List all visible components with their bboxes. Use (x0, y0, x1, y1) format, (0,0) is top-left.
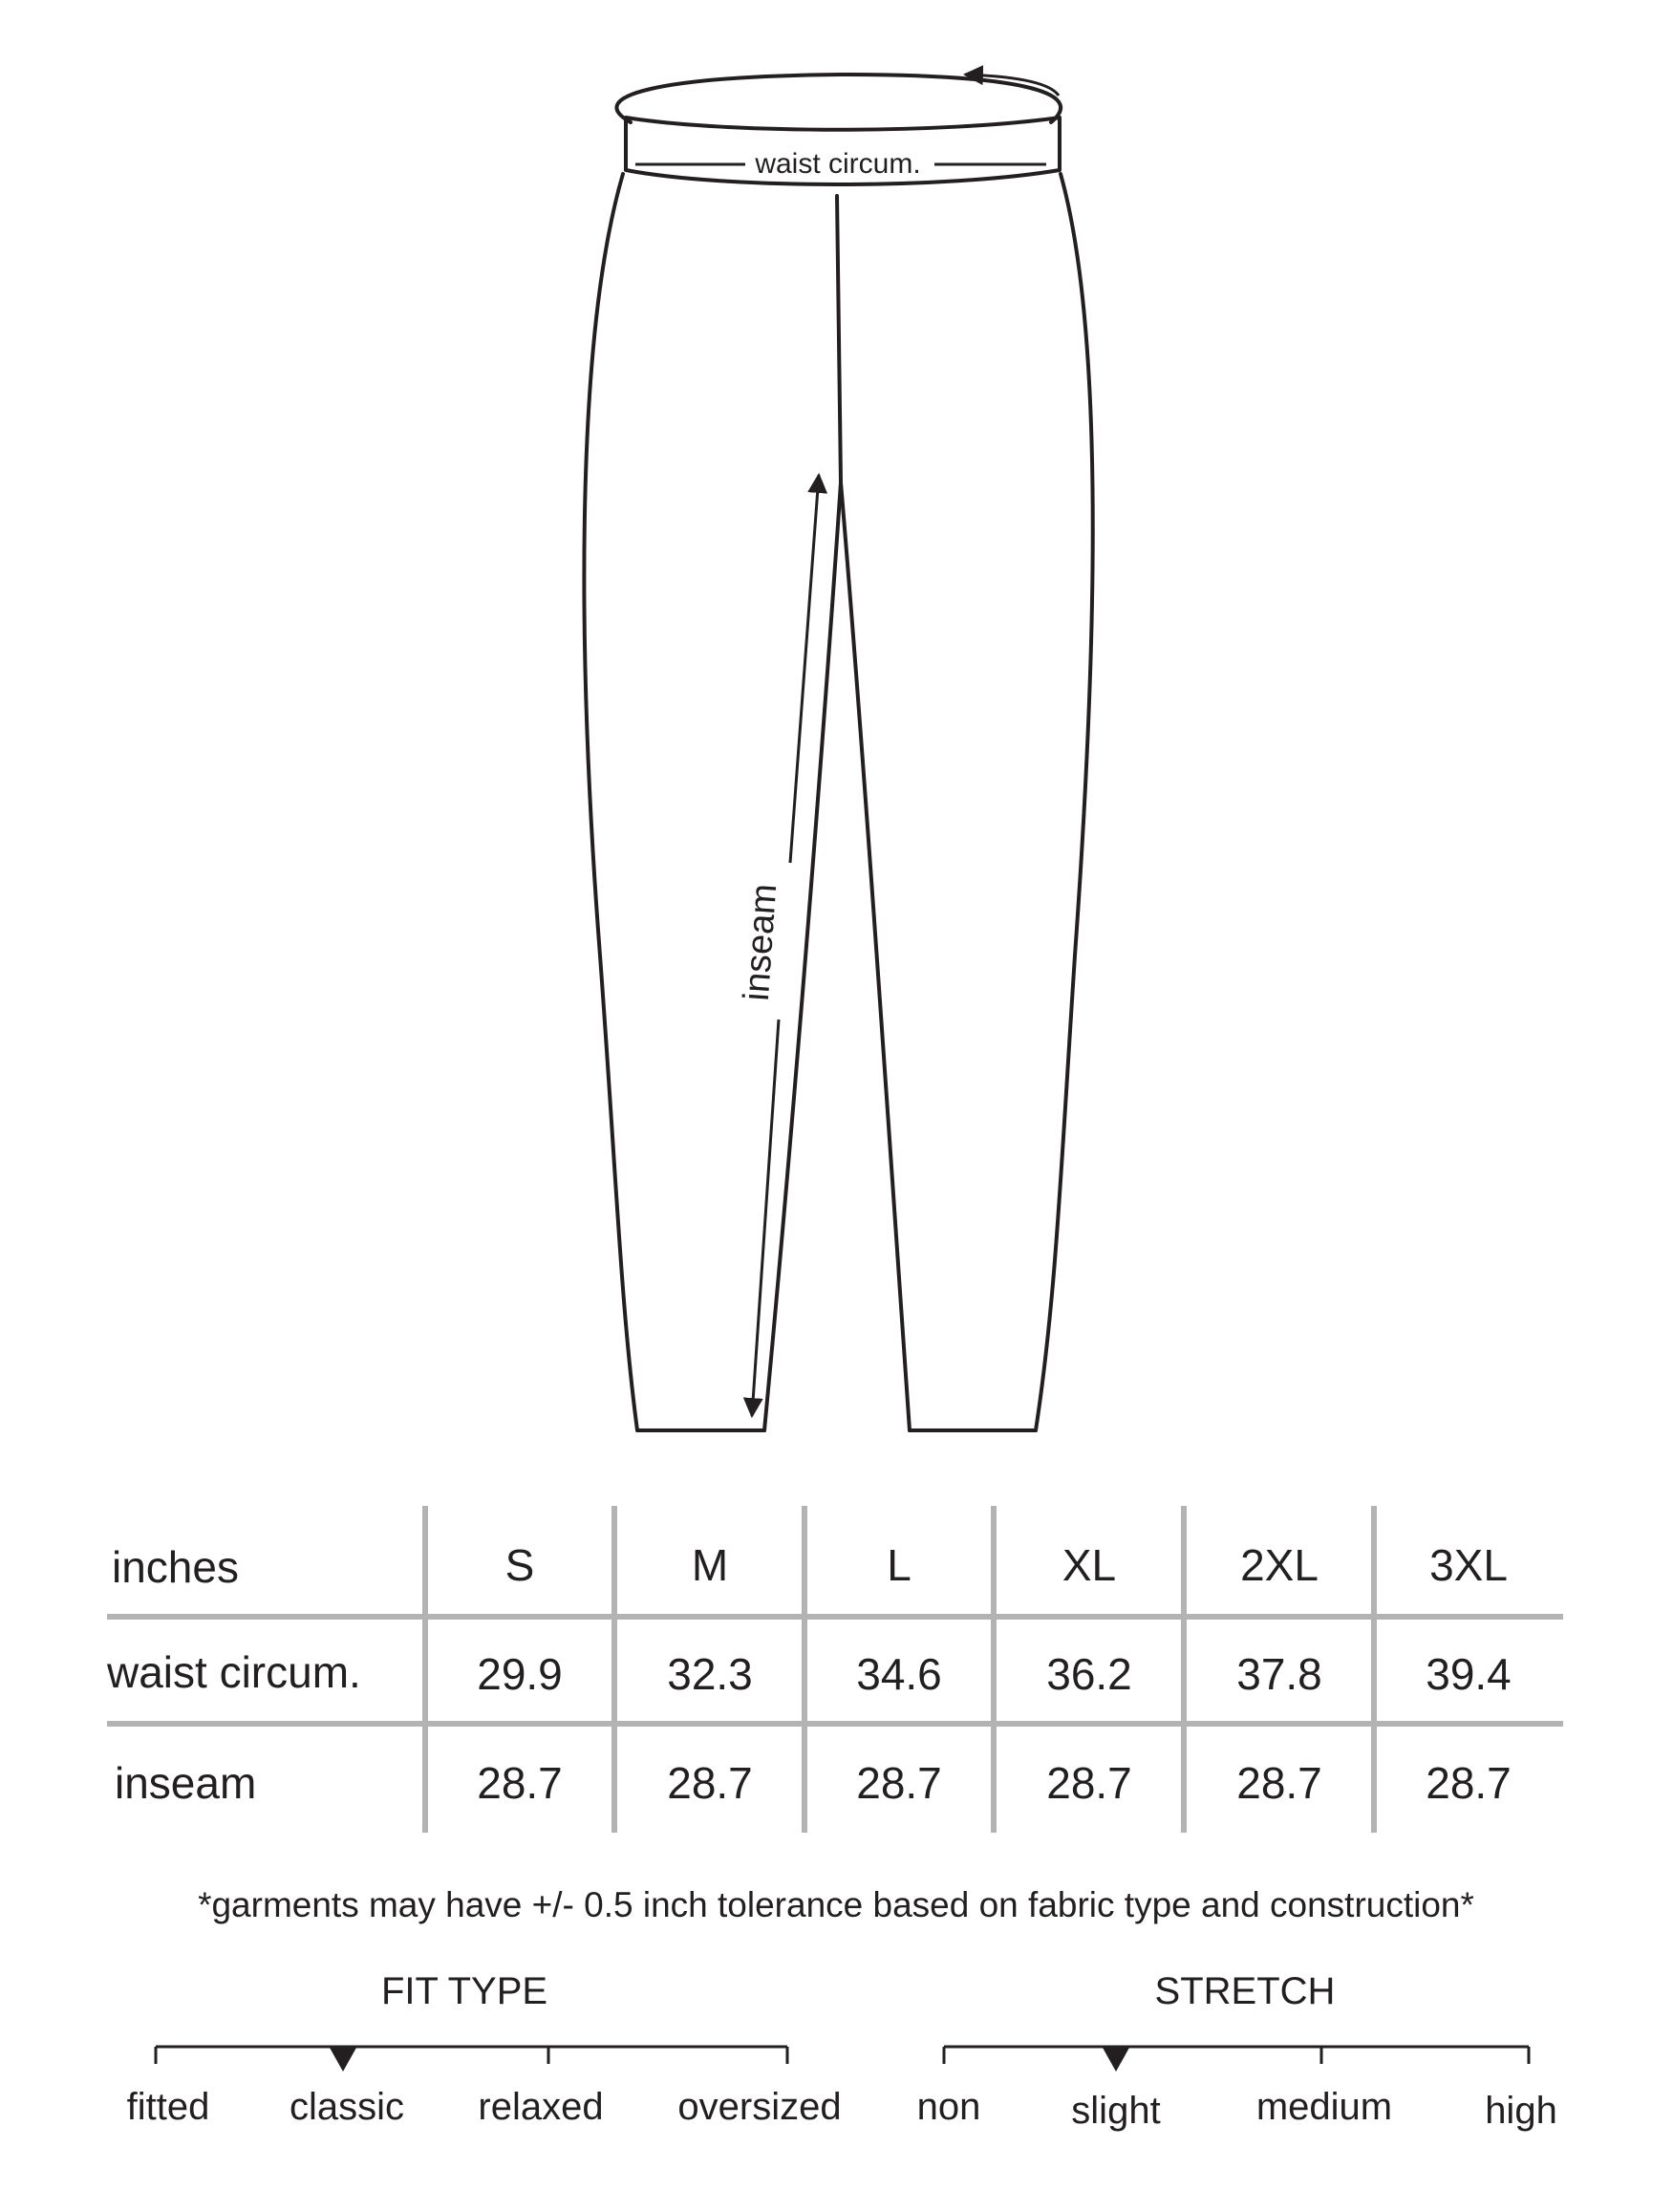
table-cell: 36.2 (1046, 1649, 1132, 1699)
table-cell: 39.4 (1426, 1649, 1512, 1699)
row-label-inseam: inseam (115, 1758, 257, 1808)
inseam-arrow-lower (752, 1020, 779, 1416)
table-cell: 32.3 (667, 1649, 753, 1699)
inseam-arrow-upper (790, 475, 819, 863)
pants-illustration (584, 75, 1092, 1430)
size-header-3xl: 3XL (1429, 1540, 1508, 1590)
stretch-title: STRETCH (1154, 1970, 1336, 2012)
waist-opening (616, 75, 1061, 122)
table-cell: 28.7 (667, 1758, 753, 1808)
fit-type-scale (127, 1970, 842, 2128)
table-cell: 37.8 (1236, 1649, 1322, 1699)
table-unit-label: inches (112, 1542, 239, 1592)
stretch-scale (917, 1970, 1557, 2132)
size-header-2xl: 2XL (1240, 1540, 1319, 1590)
stretch-option-medium: medium (1255, 2086, 1393, 2128)
table-cell: 28.7 (1236, 1758, 1322, 1808)
fit-option-classic: classic (289, 2086, 405, 2128)
tolerance-note: *garments may have +/- 0.5 inch tolerance based on fabric type and construction* (198, 1885, 1474, 1924)
row-label-waist: waist circum. (107, 1647, 361, 1697)
right-inseam (841, 483, 910, 1430)
size-table (106, 1506, 1563, 1833)
table-cell: 28.7 (477, 1758, 563, 1808)
table-cell: 34.6 (856, 1649, 942, 1699)
size-header-m: M (691, 1540, 729, 1590)
waist-label: waist circum. (755, 148, 921, 180)
size-header-xl: XL (1062, 1540, 1117, 1590)
stretch-selected-marker (1103, 2048, 1129, 2072)
size-header-l: L (887, 1540, 912, 1590)
table-cell: 28.7 (1426, 1758, 1512, 1808)
fit-option-fitted: fitted (126, 2086, 210, 2128)
left-outseam (584, 174, 637, 1430)
table-cell: 28.7 (856, 1758, 942, 1808)
size-header-s: S (504, 1540, 535, 1590)
stretch-option-non: non (916, 2086, 981, 2128)
fit-option-oversized: oversized (677, 2086, 842, 2128)
table-cell: 29.9 (477, 1649, 563, 1699)
inseam-label: inseam (736, 882, 785, 1002)
right-outseam (1036, 174, 1093, 1430)
stretch-option-high: high (1485, 2090, 1557, 2132)
stretch-option-slight: slight (1071, 2090, 1161, 2132)
center-seam (837, 196, 841, 483)
fit-type-title: FIT TYPE (380, 1970, 548, 2012)
table-cell: 28.7 (1046, 1758, 1132, 1808)
fit-option-relaxed: relaxed (478, 2086, 604, 2128)
fit-selected-marker (330, 2048, 356, 2072)
